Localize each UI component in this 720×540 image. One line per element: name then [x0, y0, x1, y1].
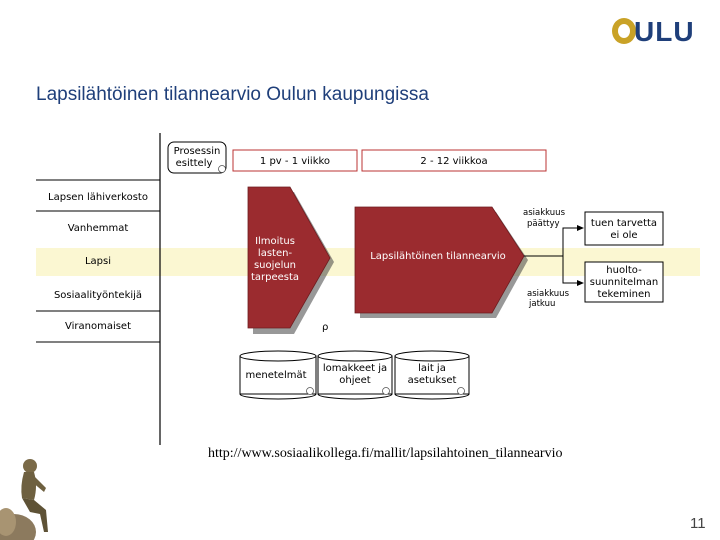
- client-continues-line1: asiakkuus: [527, 289, 569, 299]
- timeline-label-short: 1 pv - 1 viikko: [259, 156, 331, 167]
- timeline-label-long: 2 - 12 viikkoa: [420, 156, 488, 167]
- notice-line3: suojelun: [253, 260, 297, 271]
- timeline-box-long: [362, 150, 546, 171]
- notice-line1: Ilmoitus: [255, 236, 295, 247]
- info-icon: [458, 388, 465, 395]
- resource-forms: [318, 351, 392, 399]
- info-icon: [219, 166, 226, 173]
- info-icon: [383, 388, 390, 395]
- notice-arrow: [248, 187, 334, 334]
- outcome-plan-line2: suunnitelman: [589, 277, 659, 288]
- marker-glyph: ρ: [322, 322, 329, 333]
- resource-methods-label: menetelmät: [245, 370, 307, 381]
- client-continues-line2: jatkuu: [529, 299, 556, 309]
- outcome-no-support-line2: ei ole: [610, 230, 638, 241]
- assessment-arrow: [355, 207, 528, 318]
- notice-line2: lasten-: [257, 248, 293, 259]
- resource-methods: [240, 351, 316, 399]
- resource-laws: [395, 351, 469, 399]
- process-intro-line2: esittely: [175, 158, 213, 169]
- row-label-parents: Vanhemmat: [67, 223, 129, 234]
- logo-text: ULU: [634, 16, 695, 47]
- outcome-plan-line1: huolto-: [606, 265, 642, 276]
- resource-laws-line2: asetukset: [407, 375, 457, 386]
- client-ended-line2: päättyy: [527, 219, 560, 229]
- source-url[interactable]: http://www.sosiaalikollega.fi/mallit/lapsilahtoinen_tilannearvio: [208, 446, 563, 461]
- row-label-child: Lapsi: [84, 256, 112, 267]
- timeline-box-short: [233, 150, 357, 171]
- row-label-authorities: Viranomaiset: [64, 321, 132, 332]
- resource-laws-line1: lait ja: [418, 363, 446, 374]
- page-number: 11: [690, 515, 706, 532]
- assessment-label: Lapsilähtöinen tilannearvio: [370, 251, 506, 262]
- row-label-network: Lapsen lähiverkosto: [48, 192, 148, 203]
- process-intro-box: [168, 142, 226, 173]
- process-intro-line1: Prosessin: [173, 146, 221, 157]
- outcome-plan-box: [585, 262, 663, 302]
- outcome-no-support-box: [585, 212, 663, 245]
- resource-forms-line1: lomakkeet ja: [322, 363, 388, 374]
- statue-photo: [0, 452, 60, 540]
- outcome-no-support-line1: tuen tarvetta: [590, 218, 658, 229]
- info-icon: [307, 388, 314, 395]
- outcome-plan-line3: tekeminen: [597, 289, 651, 300]
- resource-forms-line2: ohjeet: [339, 375, 371, 386]
- row-label-social-worker: Sosiaalityöntekijä: [53, 290, 143, 301]
- client-ended-line1: asiakkuus: [523, 208, 565, 218]
- page-title: Lapsilähtöinen tilannearvio Oulun kaupungissa: [36, 84, 429, 105]
- notice-line4: tarpeesta: [250, 272, 300, 283]
